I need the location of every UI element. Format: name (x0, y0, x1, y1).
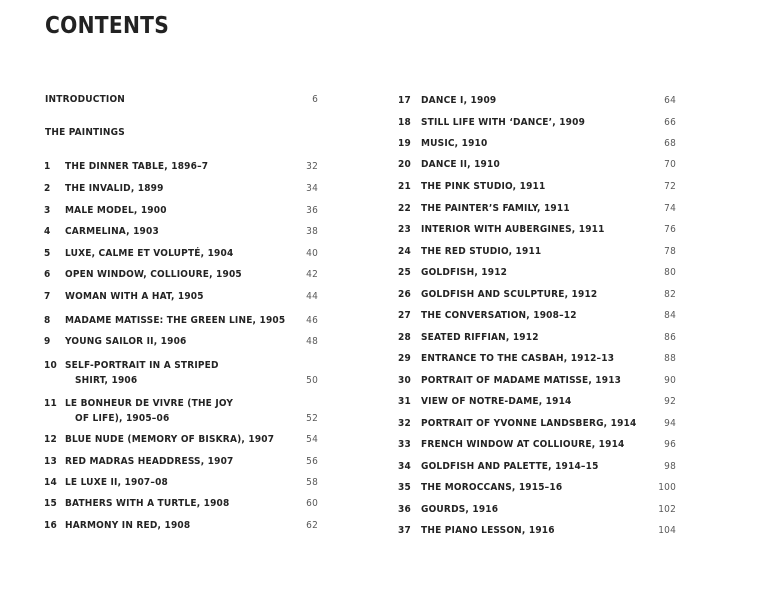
entry-page: 46 (306, 315, 318, 326)
entry-page: 72 (664, 181, 676, 192)
entry-title: GOURDS, 1916 (421, 504, 499, 515)
entry-title: THE INVALID, 1899 (65, 183, 164, 194)
entry-title: ENTRANCE TO THE CASBAH, 1912–13 (421, 353, 615, 364)
entry-title: THE MOROCCANS, 1915–16 (421, 482, 563, 493)
entry-number: 35 (398, 482, 411, 493)
toc-paintings-heading (45, 125, 125, 140)
entry-page: 58 (306, 477, 318, 488)
entry-page: 66 (664, 117, 676, 128)
entry-page: 64 (664, 95, 676, 106)
entry-page: 48 (306, 336, 318, 347)
entry-number: 6 (44, 269, 51, 280)
entry-number: 33 (398, 439, 411, 450)
entry-page: 34 (306, 183, 318, 194)
entry-title: DANCE I, 1909 (421, 95, 497, 106)
entry-page: 50 (306, 375, 318, 386)
entry-title: THE PINK STUDIO, 1911 (421, 181, 546, 192)
entry-title: DANCE II, 1910 (421, 159, 500, 170)
entry-page: 70 (664, 159, 676, 170)
entry-number: 18 (398, 117, 411, 128)
entry-title: GOLDFISH AND PALETTE, 1914–15 (421, 461, 599, 472)
entry-page: 74 (664, 203, 676, 214)
entry-title: BATHERS WITH A TURTLE, 1908 (65, 498, 230, 509)
entry-title: RED MADRAS HEADDRESS, 1907 (65, 456, 234, 467)
entry-title: LE LUXE II, 1907–08 (65, 477, 168, 488)
entry-page: 60 (306, 498, 318, 509)
entry-number: 16 (44, 520, 57, 531)
entry-title: THE DINNER TABLE, 1896–7 (65, 161, 209, 172)
entry-number: 11 (44, 398, 57, 409)
entry-number: 17 (398, 95, 411, 106)
entry-number: 37 (398, 525, 411, 536)
entry-title: HARMONY IN RED, 1908 (65, 520, 191, 531)
entry-title: OPEN WINDOW, COLLIOURE, 1905 (65, 269, 242, 280)
entry-title: THE PIANO LESSON, 1916 (421, 525, 555, 536)
entry-page: 84 (664, 310, 676, 321)
entry-page: 54 (306, 434, 318, 445)
entry-title: THE RED STUDIO, 1911 (421, 246, 542, 257)
entry-number: 13 (44, 456, 57, 467)
entry-page: 88 (664, 353, 676, 364)
entry-number: 20 (398, 159, 411, 170)
entry-page: 62 (306, 520, 318, 531)
entry-number: 8 (44, 315, 51, 326)
entry-page: 40 (306, 248, 318, 259)
entry-number: 32 (398, 418, 411, 429)
entry-number: 34 (398, 461, 411, 472)
entry-title: VIEW OF NOTRE-DAME, 1914 (421, 396, 572, 407)
entry-title: PORTRAIT OF MADAME MATISSE, 1913 (421, 375, 622, 386)
entry-page: 92 (664, 396, 676, 407)
entry-number: 14 (44, 477, 57, 488)
entry-number: 3 (44, 205, 51, 216)
entry-number: 9 (44, 336, 51, 347)
entry-title: YOUNG SAILOR II, 1906 (65, 336, 187, 347)
entry-page: 56 (306, 456, 318, 467)
entry-title: CARMELINA, 1903 (65, 226, 159, 237)
entry-page: 82 (664, 289, 676, 300)
entry-number: 28 (398, 332, 411, 343)
entry-page: 44 (306, 291, 318, 302)
entry-number: 10 (44, 360, 57, 371)
entry-number: 36 (398, 504, 411, 515)
entry-page: 96 (664, 439, 676, 450)
entry-title: MADAME MATISSE: THE GREEN LINE, 1905 (65, 315, 286, 326)
entry-title-line-1: SELF-PORTRAIT IN A STRIPED (65, 360, 219, 371)
entry-number: 23 (398, 224, 411, 235)
entry-number: 27 (398, 310, 411, 321)
entry-title: FRENCH WINDOW AT COLLIOURE, 1914 (421, 439, 625, 450)
entry-title-line-2: OF LIFE), 1905–06 (75, 413, 170, 424)
entry-title: GOLDFISH AND SCULPTURE, 1912 (421, 289, 598, 300)
entry-number: 26 (398, 289, 411, 300)
entry-number: 15 (44, 498, 57, 509)
entry-number: 7 (44, 291, 51, 302)
entry-page: 100 (658, 482, 676, 493)
entry-title: MALE MODEL, 1900 (65, 205, 167, 216)
entry-page: 36 (306, 205, 318, 216)
entry-number: 25 (398, 267, 411, 278)
entry-number: 21 (398, 181, 411, 192)
entry-title: THE CONVERSATION, 1908–12 (421, 310, 577, 321)
entry-title: MUSIC, 1910 (421, 138, 488, 149)
entry-title-line-1: LE BONHEUR DE VIVRE (THE JOY (65, 398, 234, 409)
entry-number: 1 (44, 161, 51, 172)
entry-page: 94 (664, 418, 676, 429)
entry-title: BLUE NUDE (MEMORY OF BISKRA), 1907 (65, 434, 275, 445)
toc-introduction-label: INTRODUCTION (45, 94, 126, 105)
entry-page: 90 (664, 375, 676, 386)
entry-number: 5 (44, 248, 51, 259)
entry-title-line-2: SHIRT, 1906 (75, 375, 138, 386)
entry-page: 68 (664, 138, 676, 149)
page-title: CONTENTS (45, 13, 170, 39)
entry-page: 78 (664, 246, 676, 257)
entry-page: 86 (664, 332, 676, 343)
entry-page: 76 (664, 224, 676, 235)
toc-introduction-page: 6 (312, 94, 318, 105)
entry-page: 102 (658, 504, 676, 515)
entry-title: WOMAN WITH A HAT, 1905 (65, 291, 204, 302)
toc-paintings-label: THE PAINTINGS (45, 127, 125, 138)
entry-page: 52 (306, 413, 318, 424)
entry-title: SEATED RIFFIAN, 1912 (421, 332, 539, 343)
entry-number: 31 (398, 396, 411, 407)
entry-page: 32 (306, 161, 318, 172)
entry-title: STILL LIFE WITH ‘DANCE’, 1909 (421, 117, 586, 128)
entry-title: LUXE, CALME ET VOLUPTÉ, 1904 (65, 248, 234, 259)
entry-page: 98 (664, 461, 676, 472)
entry-title: PORTRAIT OF YVONNE LANDSBERG, 1914 (421, 418, 637, 429)
entry-page: 38 (306, 226, 318, 237)
entry-number: 2 (44, 183, 51, 194)
entry-title: GOLDFISH, 1912 (421, 267, 508, 278)
toc-introduction (45, 92, 125, 107)
entry-number: 19 (398, 138, 411, 149)
entry-number: 30 (398, 375, 411, 386)
entry-page: 42 (306, 269, 318, 280)
entry-number: 29 (398, 353, 411, 364)
entry-page: 80 (664, 267, 676, 278)
entry-page: 104 (658, 525, 676, 536)
entry-number: 4 (44, 226, 51, 237)
entry-number: 22 (398, 203, 411, 214)
entry-title: THE PAINTER’S FAMILY, 1911 (421, 203, 570, 214)
entry-number: 12 (44, 434, 57, 445)
entry-number: 24 (398, 246, 411, 257)
entry-title: INTERIOR WITH AUBERGINES, 1911 (421, 224, 605, 235)
